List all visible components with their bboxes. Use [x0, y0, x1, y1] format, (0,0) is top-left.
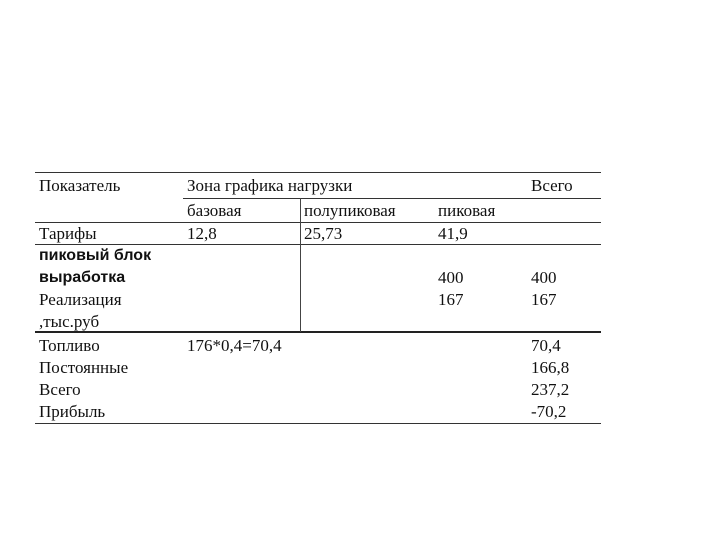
fuel-label: Топливо	[39, 336, 100, 355]
row-divider	[35, 172, 601, 173]
header-indicator: Показатель	[39, 176, 121, 195]
row-divider	[183, 198, 601, 199]
column-divider	[300, 244, 301, 332]
subheader-peak: пиковая	[438, 201, 496, 220]
profit-label: Прибыль	[39, 402, 106, 421]
header-zone: Зона графика нагрузки	[187, 176, 353, 195]
fixed-label: Постоянные	[39, 358, 129, 377]
subheader-semipeak: полупиковая	[304, 201, 396, 220]
tariffs-peak: 41,9	[438, 224, 468, 243]
sales-total: 167	[531, 290, 557, 309]
data-table	[35, 172, 601, 424]
sales-label: Реализация	[39, 290, 122, 309]
fuel-base: 176*0,4=70,4	[187, 336, 282, 355]
fixed-total: 166,8	[531, 358, 570, 377]
sales-label-unit: ,тыс.руб	[39, 312, 100, 331]
row-divider	[35, 423, 601, 424]
profit-total: -70,2	[531, 402, 567, 421]
output-peak: 400	[438, 268, 464, 287]
column-divider	[300, 198, 301, 244]
row-divider	[35, 331, 601, 333]
peak-block-title: пиковый блок	[39, 247, 152, 264]
tariffs-label: Тарифы	[39, 224, 97, 243]
sales-peak: 167	[438, 290, 464, 309]
header-total: Всего	[531, 176, 573, 195]
sum-label: Всего	[39, 380, 81, 399]
fuel-total: 70,4	[531, 336, 561, 355]
subheader-base: базовая	[187, 201, 242, 220]
tariffs-semipeak: 25,73	[304, 224, 343, 243]
sum-total: 237,2	[531, 380, 570, 399]
tariffs-base: 12,8	[187, 224, 217, 243]
output-total: 400	[531, 268, 557, 287]
output-label: выработка	[39, 269, 126, 286]
